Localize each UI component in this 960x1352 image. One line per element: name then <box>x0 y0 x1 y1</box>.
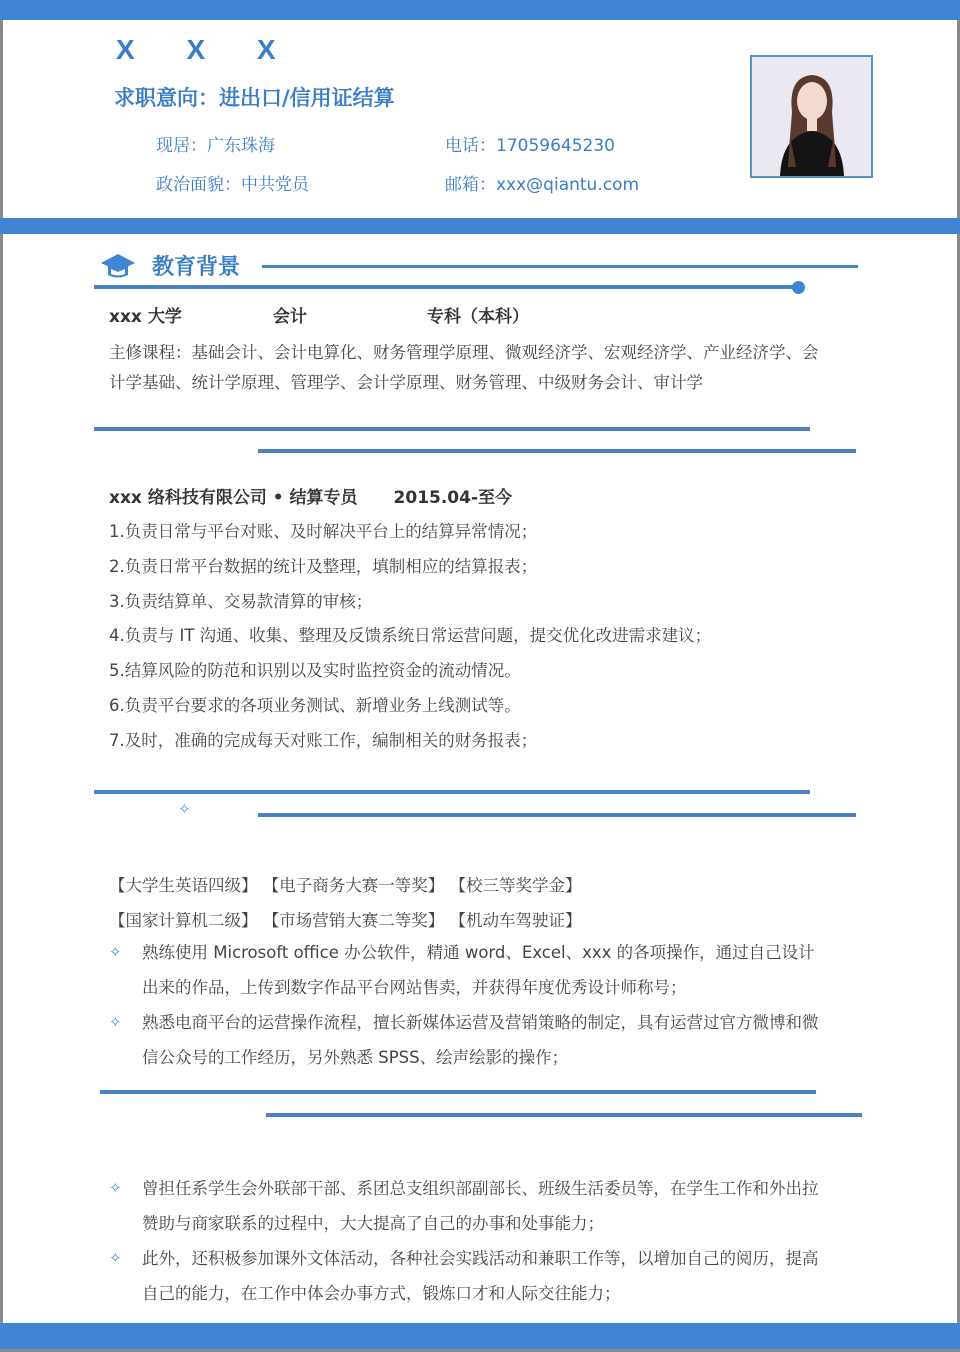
company-role: xxx 络科技有限公司 • 结算专员 <box>109 488 358 508</box>
residence-value: 广东珠海 <box>207 136 275 156</box>
duty-item: 4.负责与 IT 沟通、收集、整理及反馈系统日常运营问题，提交优化改进需求建议； <box>109 626 712 646</box>
section-title-education <box>100 250 240 281</box>
section-rule <box>94 790 810 794</box>
courses: 主修课程：基础会计、会计电算化、财务管理学原理、微观经济学、宏观经济学、产业经济学、会计学基础、统计学原理、管理学、会计学原理、财务管理、中级财务会计、审计学 <box>109 343 819 392</box>
graduation-cap-icon <box>100 253 136 279</box>
evaluation-list <box>109 1171 829 1311</box>
phone-label: 电话： <box>445 136 496 156</box>
job-heading <box>109 483 512 508</box>
education-title: 教育背景 <box>152 255 241 280</box>
portrait-icon <box>752 57 871 176</box>
political-status <box>156 170 309 195</box>
skill-text: 熟悉电商平台的运营操作流程，擅长新媒体运营及营销策略的制定，具有运营过官方微博和微信公众号的工作经历，另外熟悉 SPSS、绘声绘影的操作； <box>142 1013 819 1067</box>
star-icon: ✧ <box>109 1013 122 1031</box>
skills-list <box>109 935 829 1075</box>
star-icon: ✧ <box>178 800 191 818</box>
job-intent: 求职意向：进出口/信用证结算 <box>114 86 395 110</box>
email-value: xxx@qiantu.com <box>496 175 640 195</box>
school-name: xxx 大学 <box>109 307 182 327</box>
section-rule <box>266 1113 862 1117</box>
major: 会计 <box>273 307 307 327</box>
duty-list <box>109 515 711 759</box>
awards-row-1: 【大学生英语四级】 【电子商务大赛一等奖】 【校三等奖学金】 <box>109 876 582 895</box>
section-rule <box>94 427 810 431</box>
section-rule-bottom <box>94 285 800 289</box>
header-divider-bar <box>0 218 960 234</box>
job-date: 2015.04-至今 <box>393 488 513 508</box>
star-icon: ✧ <box>109 1249 122 1267</box>
star-icon: ✧ <box>109 943 122 961</box>
evaluation-text: 此外，还积极参加课外文体活动，各种社会实践活动和兼职工作等，以增加自己的阅历，提高自己的能力，在工作中体会办事方式，锻炼口才和人际交往能力； <box>142 1249 819 1303</box>
duty-item: 6.负责平台要求的各项业务测试、新增业务上线测试等。 <box>109 695 521 715</box>
duty-item: 5.结算风险的防范和识别以及实时监控资金的流动情况。 <box>109 661 521 681</box>
duty-item: 1.负责日常与平台对账、及时解决平台上的结算异常情况； <box>109 522 538 541</box>
political-label: 政治面貌： <box>156 175 241 195</box>
star-icon: ✧ <box>109 1179 122 1197</box>
residence-label: 现居： <box>156 136 207 156</box>
phone-value: 17059645230 <box>496 136 615 156</box>
email-label: 邮箱： <box>445 175 496 195</box>
awards-row-2: 【国家计算机二级】 【市场营销大赛二等奖】 【机动车驾驶证】 <box>109 911 582 930</box>
degree: 专科（本科） <box>427 307 529 327</box>
section-rule <box>258 813 856 817</box>
profile-photo <box>750 55 873 178</box>
rule-end-dot <box>792 281 805 294</box>
political-value: 中共党员 <box>241 175 309 195</box>
section-rule <box>100 1090 816 1094</box>
bottom-accent-bar <box>0 1323 960 1352</box>
applicant-name: X X X <box>116 34 298 65</box>
duty-item: 2.负责日常平台数据的统计及整理，填制相应的结算报表； <box>109 556 538 576</box>
evaluation-item <box>109 1171 829 1241</box>
duty-item: 7.及时，准确的完成每天对账工作，编制相关的财务报表； <box>109 730 538 750</box>
duty-item: 3.负责结算单、交易款清算的审核； <box>109 591 373 611</box>
section-rule <box>258 449 856 453</box>
skill-item <box>109 1005 829 1075</box>
evaluation-item <box>109 1241 829 1311</box>
section-rule-top <box>262 265 858 268</box>
skill-text: 熟练使用 Microsoft office 办公软件，精通 word、Excel、xxx 的各项操作，通过自己设计出来的作品，上传到数字作品平台网站售卖，并获得年度优秀设计师称号； <box>142 943 815 997</box>
phone <box>445 131 615 156</box>
residence <box>156 131 275 156</box>
evaluation-text: 曾担任系学生会外联部干部、系团总支组织部副部长、班级生活委员等，在学生工作和外出拉赞助与商家联系的过程中，大大提高了自己的办事和处事能力； <box>142 1179 819 1233</box>
skill-item <box>109 935 829 1005</box>
email <box>445 170 639 195</box>
top-accent-bar <box>0 0 960 20</box>
